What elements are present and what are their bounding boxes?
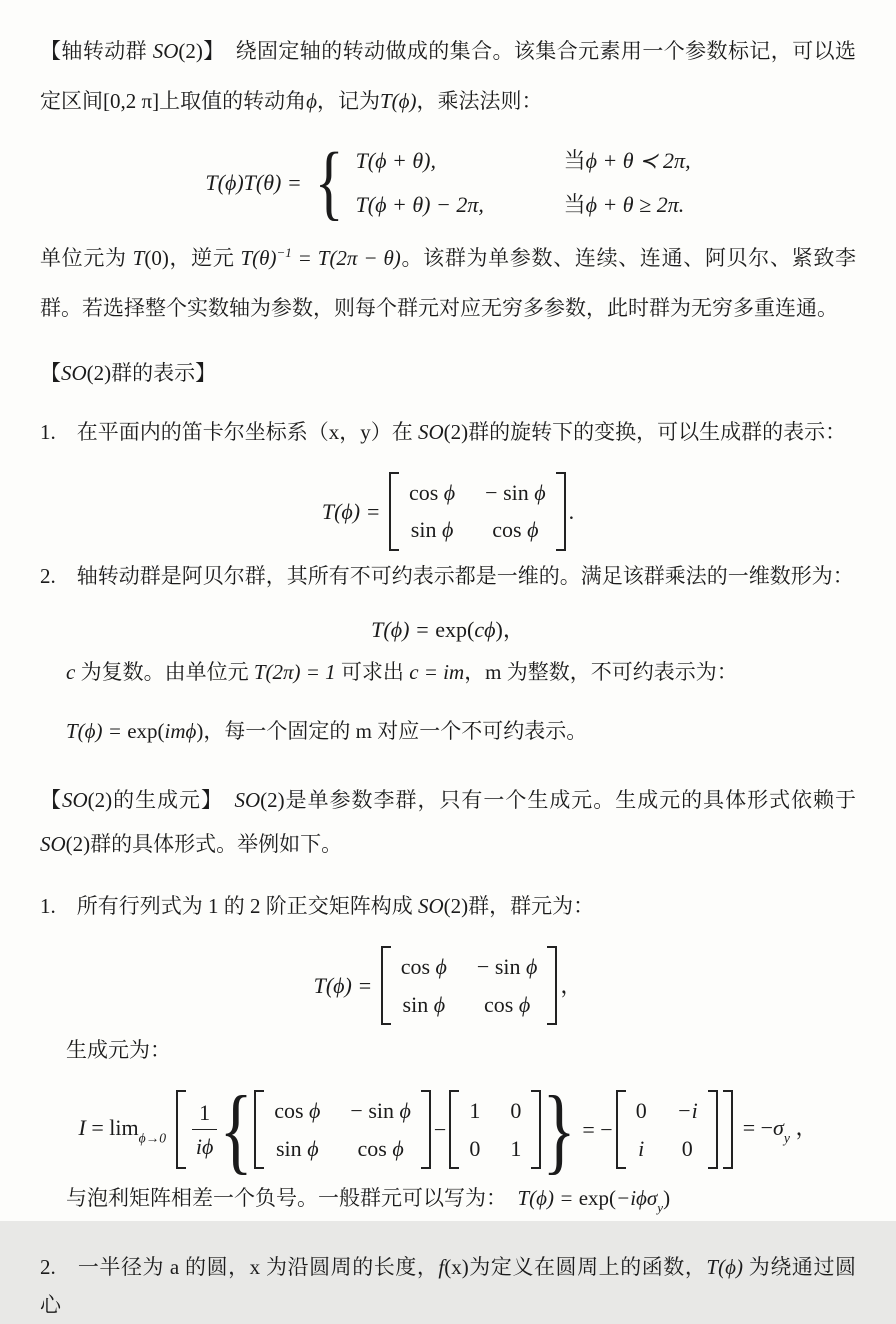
- text-run: T(ϕ) =: [371, 616, 436, 642]
- text-run: sin: [410, 517, 442, 543]
- rotation-matrix: [254, 1090, 431, 1169]
- text-run: ϕ: [527, 517, 539, 543]
- text-run: cos: [357, 1135, 393, 1161]
- rotation-matrix: [381, 946, 558, 1025]
- text-run: (2)是单参数李群，只有一个生成元。生成元的具体形式依赖于: [260, 788, 862, 813]
- text-run: −1: [276, 245, 292, 260]
- text-run: T(ϕ)T(θ) =: [205, 169, 308, 195]
- identity-matrix: [449, 1090, 541, 1169]
- pauli-like-matrix: [616, 1090, 718, 1169]
- text-run: = T(2π − θ): [291, 245, 401, 270]
- text-run: ，每一个固定的 m 对应一个不可约表示。: [203, 719, 588, 744]
- text-run: SO: [40, 832, 66, 857]
- minus-operator: [434, 1116, 446, 1144]
- text-run: ，: [789, 1114, 818, 1140]
- text-run: 。该群为单参数、连续、连通、阿贝尔、紧致李群。若选择整个实数轴为参数，则每个群元对应无穷多参数，此时群为无穷多重连通。: [40, 245, 857, 320]
- formula-tail: [569, 498, 575, 526]
- paragraph-pauli-remark: [40, 1179, 856, 1227]
- text-run: ϕ→0: [138, 1130, 167, 1146]
- list-item-representation-2: [40, 557, 856, 595]
- text-run: = lim: [85, 1114, 139, 1140]
- text-run: T(ϕ + θ),: [355, 148, 436, 173]
- text-run: sin: [402, 991, 434, 1017]
- text-run: − sin: [485, 479, 535, 505]
- text-run: cos: [274, 1098, 310, 1124]
- case2-expression: [356, 191, 552, 219]
- text-run: 2. 一半径为 a 的圆，x 为沿圆周的长度，: [40, 1255, 439, 1280]
- text-run: 当: [563, 148, 586, 173]
- text-run: imϕ: [164, 719, 197, 744]
- matrix-cell: [409, 479, 455, 507]
- text-run: − sin: [350, 1098, 400, 1124]
- text-run: 生成元为：: [66, 1038, 171, 1063]
- list-item-generator-2: [40, 1248, 856, 1324]
- text-run: T(ϕ): [706, 1255, 743, 1280]
- text-run: ϕ: [433, 991, 446, 1017]
- text-run: 单位元为: [40, 245, 133, 270]
- text-run: T(2π) = 1: [253, 660, 336, 685]
- text-run: ，: [502, 616, 525, 642]
- text-run: ϕ: [443, 479, 456, 505]
- formula-tail: [743, 1114, 818, 1147]
- text-run: T(θ): [240, 245, 277, 270]
- formula-lhs: [314, 972, 378, 1000]
- matrix-cell: [350, 1097, 410, 1125]
- text-run: −: [433, 1117, 447, 1143]
- text-run: iϕ: [195, 1134, 214, 1160]
- text-run: (2)群，群元为：: [443, 894, 595, 919]
- text-run: ϕ + θ ≥ 2π.: [585, 191, 685, 217]
- matrix-bracket-left: [449, 1090, 459, 1169]
- text-run: (x)为定义在圆周上的函数，: [444, 1255, 707, 1280]
- big-bracket-left: [176, 1090, 186, 1169]
- text-run: cos: [400, 954, 436, 980]
- text-run: 1: [199, 1099, 211, 1125]
- text-run: .: [568, 498, 575, 524]
- text-run: T(ϕ) =: [517, 1186, 579, 1211]
- case2-condition: [564, 191, 691, 219]
- text-run: −i: [676, 1098, 698, 1124]
- list-item-generator-1: [40, 887, 856, 925]
- section-heading-generator: [40, 778, 862, 866]
- paragraph-generator-label: [40, 1031, 856, 1069]
- matrix-cell: [636, 1097, 647, 1125]
- formula-lhs: [79, 1114, 167, 1147]
- text-run: 【: [40, 788, 62, 813]
- formula-exp-c-phi: [371, 616, 525, 644]
- text-run: (0)，逆元: [144, 245, 241, 270]
- matrix-cell: [485, 479, 545, 507]
- text-run: ϕ: [435, 954, 447, 980]
- piecewise-cases: [346, 147, 691, 218]
- matrix-bracket-right: [421, 1090, 431, 1169]
- matrix-cell: [401, 953, 447, 981]
- text-run: 【: [40, 360, 61, 385]
- big-bracket-right: [723, 1090, 733, 1169]
- text-run: 【轴转动群: [40, 39, 153, 63]
- text-run: cos: [408, 479, 444, 505]
- text-run: ϕ: [309, 1098, 321, 1124]
- matrix-bracket-right: [708, 1090, 718, 1169]
- fraction-one-over-i-phi: [192, 1099, 217, 1161]
- text-run: ): [495, 616, 503, 642]
- text-run: I: [78, 1114, 86, 1140]
- formula-lhs: [322, 498, 386, 526]
- text-run: c = im: [409, 660, 465, 685]
- text-run: T(ϕ) =: [313, 973, 378, 999]
- text-run: T(ϕ): [379, 89, 417, 113]
- matrix-bracket-right: [547, 946, 557, 1025]
- text-run: 0: [635, 1098, 647, 1124]
- formula-body: [371, 616, 525, 644]
- text-run: 2. 轴转动群是阿贝尔群，其所有不可约表示都是一维的。满足该群乘法的一维数形为：: [40, 563, 854, 588]
- text-run: T(ϕ) =: [321, 498, 386, 524]
- paragraph-intro: [40, 26, 856, 126]
- text-run: SO: [234, 788, 261, 813]
- matrix-cell: [409, 516, 455, 544]
- text-run: ϕ: [307, 1135, 319, 1161]
- paragraph-group-properties: [40, 228, 856, 333]
- text-run: ϕ: [306, 89, 317, 113]
- matrix-cell: [510, 1135, 521, 1163]
- text-run: cϕ: [474, 616, 496, 642]
- text-run: ，: [560, 973, 583, 999]
- matrix-cell: [274, 1097, 320, 1125]
- text-run: SO: [418, 419, 444, 444]
- text-run: cos: [492, 517, 528, 543]
- matrix-cell: [477, 991, 537, 1019]
- matrix-bracket-right: [556, 472, 566, 551]
- formula-rotation-matrix-1: [322, 472, 574, 551]
- formula-tail: [560, 972, 582, 1000]
- matrix-cell: [636, 1135, 647, 1163]
- text-run: ，m 为整数，不可约表示为：: [464, 660, 738, 685]
- text-run: exp(: [435, 616, 475, 642]
- text-run: − sin: [476, 954, 527, 980]
- text-run: ): [663, 1186, 671, 1211]
- matrix-cell: [477, 953, 537, 981]
- matrix-cell: [469, 1135, 480, 1163]
- text-run: T(ϕ + θ) − 2π,: [355, 191, 484, 217]
- text-run: T(ϕ) =: [66, 719, 128, 744]
- text-run: ϕ: [526, 954, 538, 980]
- text-run: (2)】 绕固定轴的转动做成的集合。该集合元素用一个参数标记，可以选定区间[0,2 π]上取值的转动角: [40, 39, 857, 113]
- text-run: i: [638, 1135, 645, 1161]
- equals-negative: [582, 1116, 612, 1144]
- text-run: = −: [582, 1117, 613, 1143]
- text-run: ϕ: [534, 479, 546, 505]
- formula-lhs: [205, 169, 307, 197]
- text-run: SO: [61, 360, 87, 385]
- text-run: c: [66, 660, 76, 685]
- paragraph-exp-im-phi: [40, 712, 856, 750]
- list-item-representation-1: [40, 413, 856, 451]
- matrix-bracket-left: [389, 472, 399, 551]
- text-run: ϕ: [399, 1098, 411, 1124]
- text-run: ϕ: [518, 991, 531, 1017]
- matrix-cell: [350, 1135, 410, 1163]
- fraction-numerator: [192, 1099, 217, 1131]
- text-run: 1: [510, 1135, 522, 1161]
- rotation-matrix: [389, 472, 566, 551]
- text-run: y: [783, 1130, 790, 1146]
- text-run: 1. 所有行列式为 1 的 2 阶正交矩阵构成: [40, 894, 418, 919]
- case1-condition: [564, 147, 691, 175]
- text-run: 0: [510, 1098, 522, 1124]
- matrix-cell: [274, 1135, 320, 1163]
- text-run: cos: [484, 991, 519, 1017]
- text-run: f: [438, 1255, 445, 1280]
- matrix-bracket-left: [381, 946, 391, 1025]
- text-run: 为绕通过圆心: [40, 1255, 856, 1318]
- text-run: 可求出: [335, 660, 410, 685]
- matrix-cell: [401, 991, 447, 1019]
- text-run: 1: [469, 1098, 481, 1124]
- matrix-cell: [469, 1097, 480, 1125]
- matrix-cell: [677, 1097, 698, 1125]
- text-run: T: [132, 245, 145, 270]
- text-run: 与泡利矩阵相差一个负号。一般群元可以写为：: [66, 1186, 518, 1211]
- text-run: −iϕσ: [616, 1186, 658, 1211]
- text-run: exp(: [127, 719, 165, 744]
- text-run: ϕ + θ ≺ 2π,: [585, 148, 691, 173]
- matrix-bracket-left: [616, 1090, 626, 1169]
- text-run: (2)群的旋转下的变换，可以生成群的表示：: [443, 419, 847, 444]
- text-run: ϕ: [392, 1135, 404, 1161]
- text-run: ): [196, 719, 204, 744]
- text-run: 当: [563, 191, 586, 217]
- formula-generator-limit: $I = \lim_{\phi\to 0}$ $\frac{1}{i\phi}$ { cos ϕ − sin ϕ sin ϕ cos ϕ − 1 0 0 1 } = − 0 −i i 0 = $-\sigma_y$ ，: [78, 1075, 818, 1183]
- text-run: 0: [469, 1135, 481, 1161]
- text-run: sin: [276, 1135, 308, 1161]
- text-run: SO: [152, 39, 179, 63]
- text-run: 0: [681, 1135, 693, 1161]
- text-run: (2)群的具体形式。举例如下。: [65, 832, 343, 857]
- formula-rotation-matrix-2: [314, 946, 583, 1025]
- text-run: 1. 在平面内的笛卡尔坐标系（x，y）在: [40, 419, 418, 444]
- text-run: exp(: [578, 1186, 617, 1211]
- text-run: (2)的生成元】: [87, 788, 235, 813]
- matrix-bracket-right: [531, 1090, 541, 1169]
- text-run: (2)群的表示】: [86, 360, 217, 385]
- text-run: σ: [773, 1114, 784, 1140]
- text-run: y: [657, 1200, 664, 1216]
- case1-expression: [356, 147, 552, 175]
- paragraph-c-complex: [40, 653, 856, 691]
- section-heading-representations: [40, 354, 856, 392]
- text-run: ，乘法法则：: [416, 89, 543, 113]
- text-run: SO: [418, 894, 444, 919]
- text-run: 为复数。由单位元: [75, 660, 254, 685]
- formula-multiplication-rule: T(ϕ)T(θ) = { T(ϕ + θ), 当ϕ + θ ≺ 2π, T(ϕ + θ) − 2π, 当ϕ + θ ≥ 2π.: [205, 135, 691, 229]
- matrix-bracket-left: [254, 1090, 264, 1169]
- text-run: SO: [61, 788, 88, 813]
- matrix-cell: [485, 516, 545, 544]
- text-run: ϕ: [441, 517, 454, 543]
- text-run: ，记为: [316, 89, 380, 113]
- matrix-cell: [510, 1097, 521, 1125]
- matrix-cell: [677, 1135, 698, 1163]
- text-run: = −: [742, 1114, 774, 1140]
- fraction-denominator: [196, 1130, 214, 1161]
